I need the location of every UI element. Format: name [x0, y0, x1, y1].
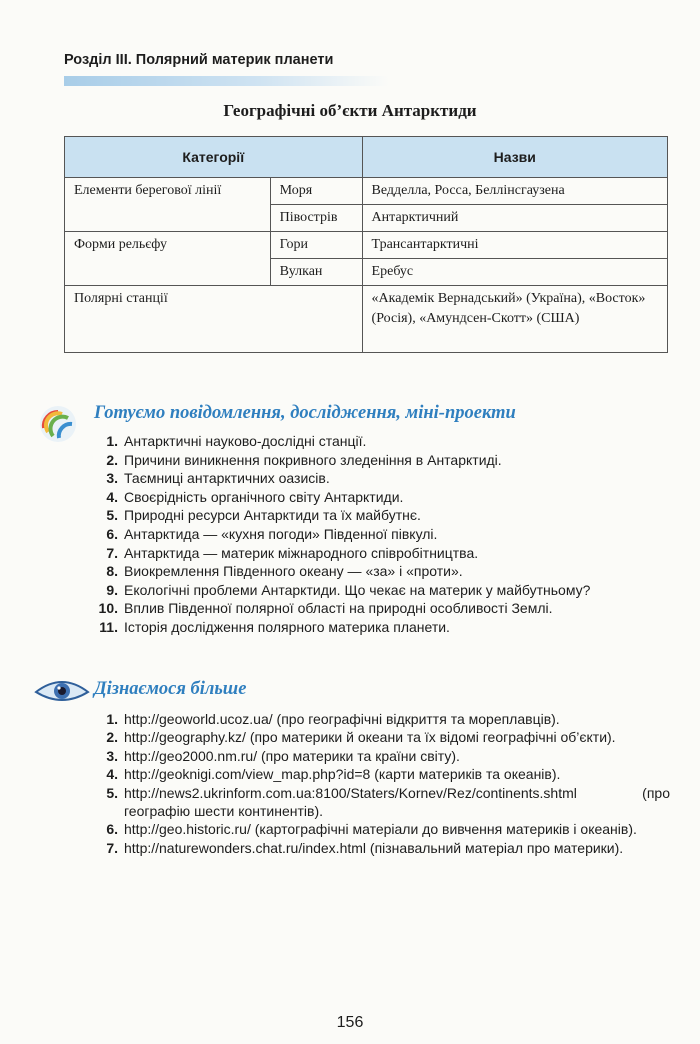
link-item[interactable] — [86, 765, 670, 783]
list-item — [86, 469, 590, 488]
table-row — [65, 286, 668, 353]
list-item-text: Антарктида — «кухня погоди» Південної півкулі. — [124, 525, 438, 542]
projects-list — [86, 432, 590, 637]
list-item-number: 4. — [106, 766, 118, 783]
table-title: Географічні об’єкти Антарктиди — [223, 101, 477, 120]
list-item-text[interactable]: http://geo2000.nm.ru/ (про материки та країни світу). — [124, 747, 460, 764]
list-item-number: 2. — [106, 451, 118, 468]
names-cell: Еребус — [362, 259, 667, 286]
list-item — [86, 581, 590, 600]
list-item — [86, 488, 590, 507]
table-row — [65, 232, 668, 259]
names-cell: «Академік Вернадський» (Україна), «Восток» (Росія), «Амундсен-Скотт» (США) — [362, 286, 667, 353]
list-item-number: 10. — [98, 600, 118, 617]
list-item-number: 7. — [106, 544, 118, 561]
list-item-number: 1. — [106, 711, 118, 727]
link-item[interactable] — [86, 820, 670, 838]
list-item-number: 5. — [106, 507, 118, 524]
list-item-text: Історія дослідження полярного материка планети. — [124, 618, 450, 635]
list-item-number: 4. — [106, 488, 118, 505]
learn-more-list — [86, 710, 670, 857]
list-item-text: Таємниці антарктичних оазисів. — [124, 470, 330, 487]
list-item-text[interactable]: http://geoknigi.com/view_map.php?id=8 (карти материків та океанів). — [124, 766, 561, 783]
names-cell: Ведделла, Росса, Беллінсгаузена — [362, 178, 667, 205]
list-item-number: 11. — [99, 618, 118, 635]
list-item-number: 1. — [106, 433, 118, 449]
link-item[interactable] — [86, 839, 670, 857]
list-item-text[interactable]: http://naturewonders.chat.ru/index.html (пізнавальний матеріал про материки). — [124, 839, 624, 856]
projects-title: Готуємо повідомлення, дослідження, міні-проекти — [94, 403, 516, 423]
list-item — [86, 451, 590, 470]
list-item-text: Вплив Південної полярної області на природні особливості Землі. — [124, 600, 553, 617]
list-item-number: 3. — [106, 747, 118, 764]
list-item-text[interactable]: http://geography.kz/ (про материки й океани та їх відомі географічні об’єкти). — [124, 729, 616, 746]
category-cell: Полярні станції — [65, 286, 363, 353]
list-item-text[interactable]: http://geoworld.ucoz.ua/ (про географічні відкриття та мореплавців). — [124, 711, 560, 727]
list-item-number: 6. — [106, 525, 118, 542]
list-item-number: 6. — [106, 821, 118, 838]
list-item-number: 5. — [106, 784, 118, 801]
table-row — [65, 178, 668, 205]
category-cell: Елементи берегової лінії — [65, 178, 271, 232]
list-item-text[interactable]: http://geo.historic.ru/ (картографічні матеріали до вивчення материків і океанів). — [124, 821, 637, 838]
link-item[interactable] — [86, 747, 670, 765]
header-underline-bar — [64, 76, 389, 86]
subcategory-cell: Гори — [270, 232, 362, 259]
link-item[interactable] — [86, 710, 670, 728]
list-item-text: Екологічні проблеми Антарктиди. Що чекає на материк у майбутньому? — [124, 581, 591, 598]
list-item-number: 7. — [106, 839, 118, 856]
table-header-row — [65, 137, 668, 178]
list-item-text[interactable]: http://news2.ukrinform.com.ua:8100/Staters/Kornev/Rez/continents.shtml (про географію шести континентів). — [124, 784, 670, 820]
section-header: Розділ III. Полярний материк планети — [64, 52, 334, 68]
category-cell: Форми рельєфу — [65, 232, 271, 286]
list-item-number: 3. — [106, 470, 118, 487]
subcategory-cell: Моря — [270, 178, 362, 205]
geographic-objects-table — [64, 136, 668, 353]
list-item — [86, 599, 590, 618]
subcategory-cell: Півострів — [270, 205, 362, 232]
list-item-number: 9. — [106, 581, 118, 598]
list-item-text: Природні ресурси Антарктиди та їх майбутнє. — [124, 507, 421, 524]
list-item — [86, 506, 590, 525]
eye-icon — [34, 678, 90, 704]
header-names: Назви — [362, 137, 667, 178]
page-number: 156 — [336, 1014, 364, 1031]
names-cell: Антарктичний — [362, 205, 667, 232]
list-item — [86, 562, 590, 581]
list-item — [86, 525, 590, 544]
list-item-text: Своєрідність органічного світу Антарктиди. — [124, 488, 404, 505]
list-item-text: Антарктида — материк міжнародного співробітництва. — [124, 544, 479, 561]
subcategory-cell: Вулкан — [270, 259, 362, 286]
list-item-text: Причини виникнення покривного зледеніння в Антарктиді. — [124, 451, 502, 468]
list-item — [86, 432, 590, 451]
list-item — [86, 618, 590, 637]
link-item[interactable] — [86, 728, 670, 746]
names-cell: Трансантарктичні — [362, 232, 667, 259]
link-item[interactable] — [86, 784, 670, 821]
header-categories: Категорії — [65, 137, 363, 178]
projects-icon — [38, 404, 78, 444]
list-item — [86, 544, 590, 563]
list-item-text: Виокремлення Південного океану — «за» і «проти». — [124, 563, 463, 580]
list-item-number: 2. — [106, 729, 118, 746]
list-item-number: 8. — [106, 563, 118, 580]
learn-more-title: Дізнаємося більше — [94, 679, 247, 699]
list-item-text: Антарктичні науково-дослідні станції. — [124, 433, 367, 449]
